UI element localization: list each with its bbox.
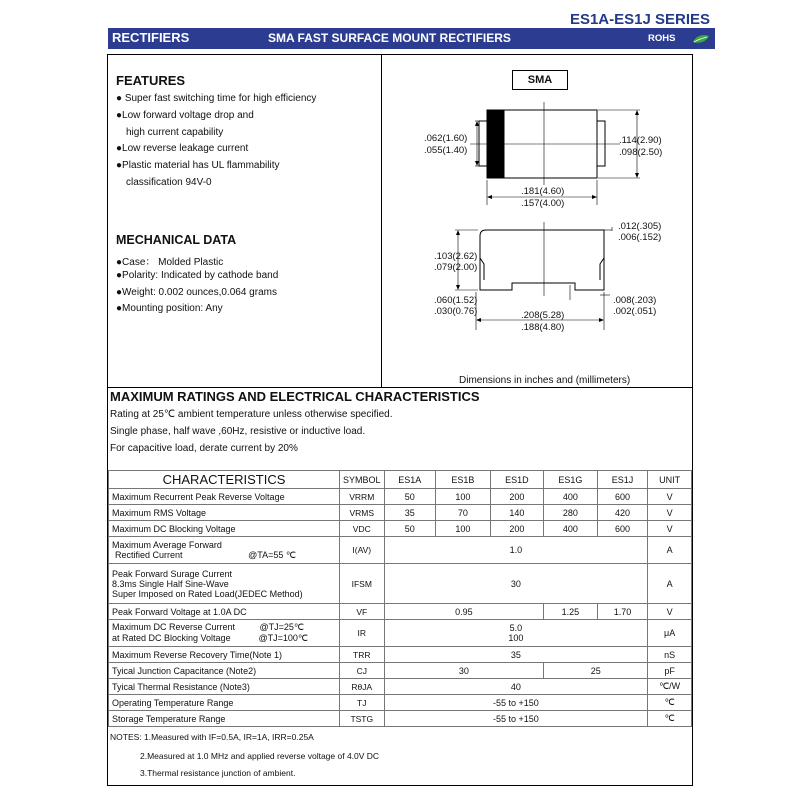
cell: 100 <box>436 521 491 537</box>
row-symbol: TRR <box>340 647 385 663</box>
cell: 0.95 <box>384 604 544 620</box>
cell: 30 <box>384 564 648 604</box>
cell: 35 <box>384 647 648 663</box>
row-symbol: RθJA <box>340 679 385 695</box>
cell: 400 <box>544 521 598 537</box>
cell: 280 <box>544 505 598 521</box>
table-row <box>109 620 692 647</box>
row-unit: ℃/W <box>648 679 692 695</box>
row-unit: ℃ <box>648 695 692 711</box>
row-condition: @TA=55 ℃ <box>248 549 297 560</box>
category-label: RECTIFIERS <box>112 30 190 45</box>
row-label: Peak Forward Voltage at 1.0A DC <box>109 604 340 620</box>
dim-label: .208(5.28) <box>521 310 565 321</box>
row-label-line: at Rated DC Blocking Voltage <box>112 633 231 643</box>
ratings-title: MAXIMUM RATINGS AND ELECTRICAL CHARACTERISTICS <box>110 389 480 404</box>
row-label: Tyical Junction Capacitance (Note2) <box>109 663 340 679</box>
table-row <box>109 604 692 620</box>
note-line: 3.Thermal resistance junction of ambient. <box>140 768 296 778</box>
row-symbol: IFSM <box>340 564 385 604</box>
row-unit: A <box>648 564 692 604</box>
table-header: ES1G <box>544 471 598 489</box>
table-header: ES1D <box>490 471 544 489</box>
row-unit: V <box>648 521 692 537</box>
cell: 140 <box>490 505 544 521</box>
feature-item-cont: high current capability <box>126 127 224 138</box>
feature-item: ●Plastic material has UL flammability <box>116 160 280 171</box>
cell: 1.70 <box>597 604 648 620</box>
cell-line: 5.0 <box>509 623 523 633</box>
cell: 70 <box>436 505 491 521</box>
row-unit: pF <box>648 663 692 679</box>
row-label-line: Peak Forward Surage Current <box>112 568 233 579</box>
dim-label: .012(.305) <box>618 221 662 232</box>
features-title: FEATURES <box>116 73 186 88</box>
row-symbol: TJ <box>340 695 385 711</box>
dim-label: .181(4.60) <box>521 186 565 197</box>
dim-label: .157(4.00) <box>521 198 565 209</box>
characteristics-table <box>108 470 692 727</box>
table-row <box>109 663 692 679</box>
row-symbol: VDC <box>340 521 385 537</box>
row-label <box>109 537 340 564</box>
row-unit: ℃ <box>648 711 692 727</box>
mechanical-item: ●Case： Molded Plastic <box>116 257 224 268</box>
table-row <box>109 505 692 521</box>
cell: 40 <box>384 679 648 695</box>
row-label-line: Maximum Average Forward <box>112 539 222 550</box>
row-label: Maximum Reverse Recovery Time(Note 1) <box>109 647 340 663</box>
dim-label: .002(.051) <box>613 306 657 317</box>
row-label: Maximum RMS Voltage <box>109 505 340 521</box>
product-title: SMA FAST SURFACE MOUNT RECTIFIERS <box>268 31 511 45</box>
rohs-label: ROHS <box>648 33 676 44</box>
cell: 50 <box>384 489 436 505</box>
dim-label: .008(.203) <box>613 295 657 306</box>
row-symbol: VRMS <box>340 505 385 521</box>
mechanical-item: ●Weight: 0.002 ounces,0.064 grams <box>116 287 277 298</box>
table-row <box>109 537 692 564</box>
package-name: SMA <box>512 70 568 90</box>
row-label: Storage Temperature Range <box>109 711 340 727</box>
cell: 1.25 <box>544 604 598 620</box>
table-header: ES1J <box>597 471 648 489</box>
table-header: UNIT <box>648 471 692 489</box>
table-row <box>109 679 692 695</box>
cell: 1.0 <box>384 537 648 564</box>
table-row <box>109 647 692 663</box>
feature-item: ●Low forward voltage drop and <box>116 110 254 121</box>
dim-label: .079(2.00) <box>434 262 478 273</box>
cell: 420 <box>597 505 648 521</box>
row-unit: nS <box>648 647 692 663</box>
table-row <box>109 521 692 537</box>
row-symbol: TSTG <box>340 711 385 727</box>
leaf-icon <box>692 34 710 44</box>
table-row <box>109 695 692 711</box>
cell: 200 <box>490 521 544 537</box>
feature-item: ● Super fast switching time for high efficiency <box>116 93 317 104</box>
row-unit: A <box>648 537 692 564</box>
row-unit: V <box>648 604 692 620</box>
mechanical-title: MECHANICAL DATA <box>116 233 237 247</box>
cell: 35 <box>384 505 436 521</box>
ratings-note: For capacitive load, derate current by 20% <box>110 443 298 454</box>
cell: 30 <box>384 663 544 679</box>
table-row <box>109 711 692 727</box>
table-header: ES1B <box>436 471 491 489</box>
cell: -55 to +150 <box>384 695 648 711</box>
row-condition: @TJ=100℃ <box>258 633 309 643</box>
dim-label: .006(.152) <box>618 232 662 243</box>
feature-item-cont: classification 94V-0 <box>126 177 212 188</box>
table-row <box>109 489 692 505</box>
cell: -55 to +150 <box>384 711 648 727</box>
dim-label: .103(2.62) <box>434 251 478 262</box>
row-symbol: VF <box>340 604 385 620</box>
cell: 400 <box>544 489 598 505</box>
table-header: SYMBOL <box>340 471 385 489</box>
mechanical-item: ●Polarity: Indicated by cathode band <box>116 270 279 281</box>
row-label-line: 8.3ms Single Half Sine-Wave <box>112 578 229 589</box>
dim-label: .098(2.50) <box>619 147 663 158</box>
divider-horizontal <box>107 387 693 388</box>
dim-label: .188(4.80) <box>521 322 565 333</box>
note-line: 2.Measured at 1.0 MHz and applied reverse voltage of 4.0V DC <box>140 751 380 761</box>
cell: 25 <box>544 663 648 679</box>
row-label: Operating Temperature Range <box>109 695 340 711</box>
row-symbol: IR <box>340 620 385 647</box>
header-banner <box>108 28 715 49</box>
dim-label: .055(1.40) <box>424 145 468 156</box>
table-row <box>109 564 692 604</box>
note-line: NOTES: 1.Measured with IF=0.5A, IR=1A, IRR=0.25A <box>110 732 314 742</box>
row-condition: @TJ=25℃ <box>259 622 305 632</box>
dim-label: .030(0.76) <box>434 306 478 317</box>
row-label: Maximum DC Blocking Voltage <box>109 521 340 537</box>
row-label: Maximum Recurrent Peak Reverse Voltage <box>109 489 340 505</box>
cell: 50 <box>384 521 436 537</box>
row-symbol: I(AV) <box>340 537 385 564</box>
row-label-line: Rectified Current <box>115 549 183 560</box>
dim-label: .062(1.60) <box>424 133 468 144</box>
series-title: ES1A-ES1J SERIES <box>569 11 710 28</box>
ratings-note: Single phase, half wave ,60Hz, resistive or inductive load. <box>110 426 366 437</box>
dim-label: .060(1.52) <box>434 295 478 306</box>
row-unit: V <box>648 489 692 505</box>
table-header-row <box>109 471 692 489</box>
table-header: CHARACTERISTICS <box>109 471 340 489</box>
feature-item: ●Low reverse leakage current <box>116 143 249 154</box>
dim-label: .114(2.90) <box>619 135 662 146</box>
mechanical-item: ●Mounting position: Any <box>116 303 223 314</box>
row-label <box>109 564 340 604</box>
cell: 200 <box>490 489 544 505</box>
cell: 100 <box>436 489 491 505</box>
row-symbol: VRRM <box>340 489 385 505</box>
cell <box>384 620 648 647</box>
row-unit: V <box>648 505 692 521</box>
ratings-note: Rating at 25℃ ambient temperature unless otherwise specified. <box>110 409 393 420</box>
row-unit: μA <box>648 620 692 647</box>
row-label-line: Super Imposed on Rated Load(JEDEC Method) <box>112 588 303 599</box>
cell: 600 <box>597 489 648 505</box>
cell: 600 <box>597 521 648 537</box>
dimensions-caption: Dimensions in inches and (millimeters) <box>459 375 631 386</box>
table-header: ES1A <box>384 471 436 489</box>
row-label-line: Maximum DC Reverse Current <box>112 622 236 632</box>
cell-line: 100 <box>508 633 524 643</box>
row-symbol: CJ <box>340 663 385 679</box>
row-label <box>109 620 340 647</box>
row-label: Tyical Thermal Resistance (Note3) <box>109 679 340 695</box>
